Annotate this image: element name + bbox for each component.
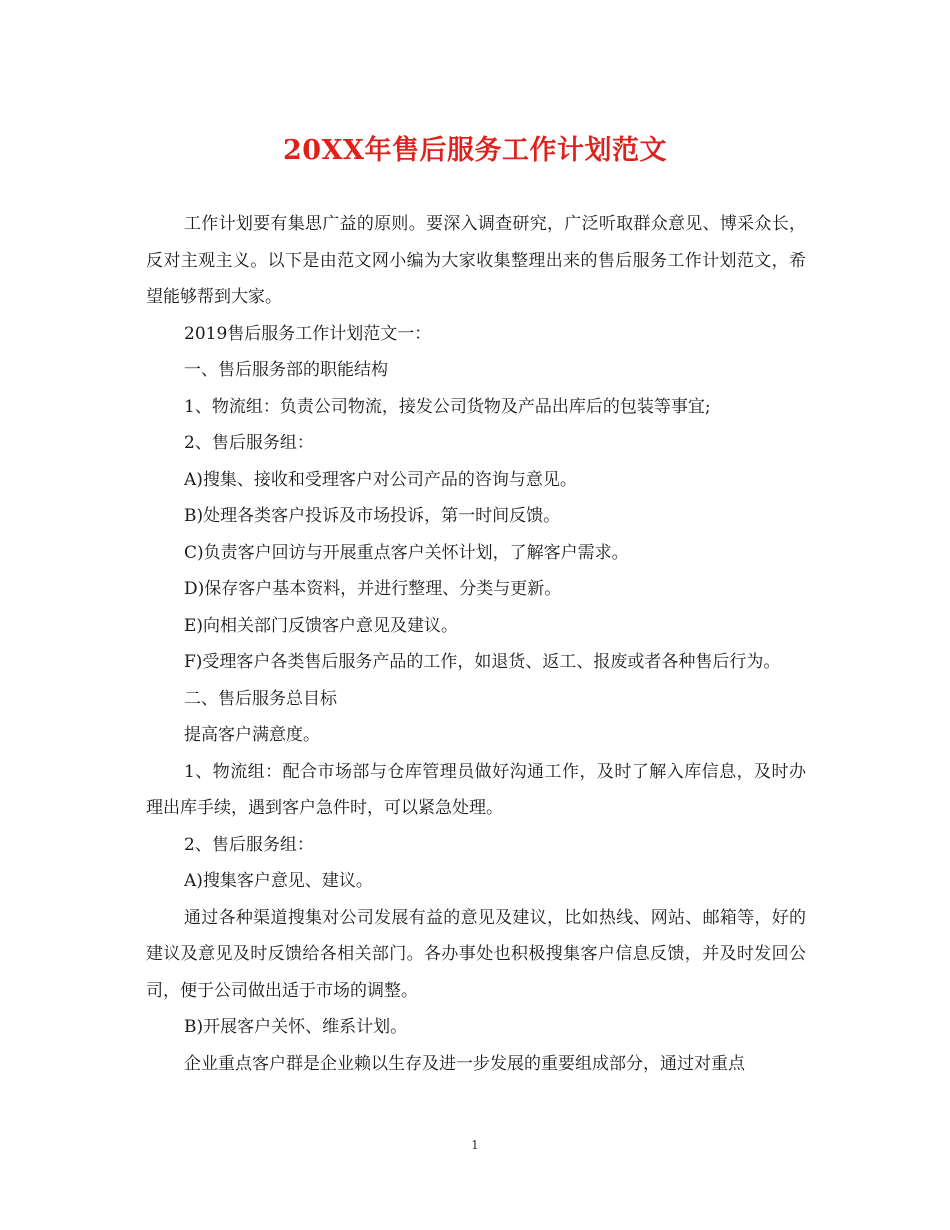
list-item-c: C)负责客户回访与开展重点客户关怀计划，了解客户需求。 (184, 542, 629, 563)
document-title: 20XX年售后服务工作计划范文 (283, 135, 667, 166)
paragraph-goal-statement: 提高客户满意度。 (184, 725, 320, 745)
paragraph-logistics-group: 1、物流组：负责公司物流，接发公司货物及产品出库后的包装等事宜; (184, 396, 711, 417)
document-body (146, 206, 806, 1082)
paragraph-service-group: 2、售后服务组： (184, 433, 314, 453)
list-item-d: D)保存客户基本资料，并进行整理、分类与更新。 (184, 579, 562, 599)
list-item-goal-a: A)搜集客户意见、建议。 (184, 871, 373, 891)
paragraph-channels: 通过各种渠道搜集对公司发展有益的意见及建议，比如热线、网站、邮箱等，好的建议及意见及时反馈给各相关部门。各办事处也积极搜集客户信息反馈，并及时发回公司，便于公司做出适于市场的调整。 (146, 907, 806, 1001)
page-number: 1 (471, 1138, 479, 1152)
paragraph-key-customers: 企业重点客户群是企业赖以生存及进一步发展的重要组成部分，通过对重点 (184, 1053, 745, 1074)
paragraph-intro: 工作计划要有集思广益的原则。要深入调查研究，广泛听取群众意见、博采众长，反对主观主义。以下是由范文网小编为大家收集整理出来的售后服务工作计划范文，希望能够帮到大家。 (146, 214, 806, 307)
paragraph-subtitle: 2019售后服务工作计划范文一： (184, 323, 432, 344)
list-item-f: F)受理客户各类售后服务产品的工作，如退货、返工、报废或者各种售后行为。 (184, 652, 781, 672)
list-item-e: E)向相关部门反馈客户意见及建议。 (184, 615, 459, 636)
list-item-a: A)搜集、接收和受理客户对公司产品的咨询与意见。 (184, 469, 577, 490)
list-item-goal-b: B)开展客户关怀、维系计划。 (184, 1017, 408, 1037)
section-heading-structure: 一、售后服务部的职能结构 (184, 360, 388, 380)
list-item-b: B)处理各类客户投诉及市场投诉，第一时间反馈。 (184, 506, 561, 526)
section-heading-goals: 二、售后服务总目标 (184, 688, 337, 709)
paragraph-service-goal: 2、售后服务组： (184, 834, 314, 855)
paragraph-logistics-goal: 1、物流组：配合市场部与仓库管理员做好沟通工作，及时了解入库信息，及时办理出库手续，遇到客户急件时，可以紧急处理。 (146, 761, 806, 818)
